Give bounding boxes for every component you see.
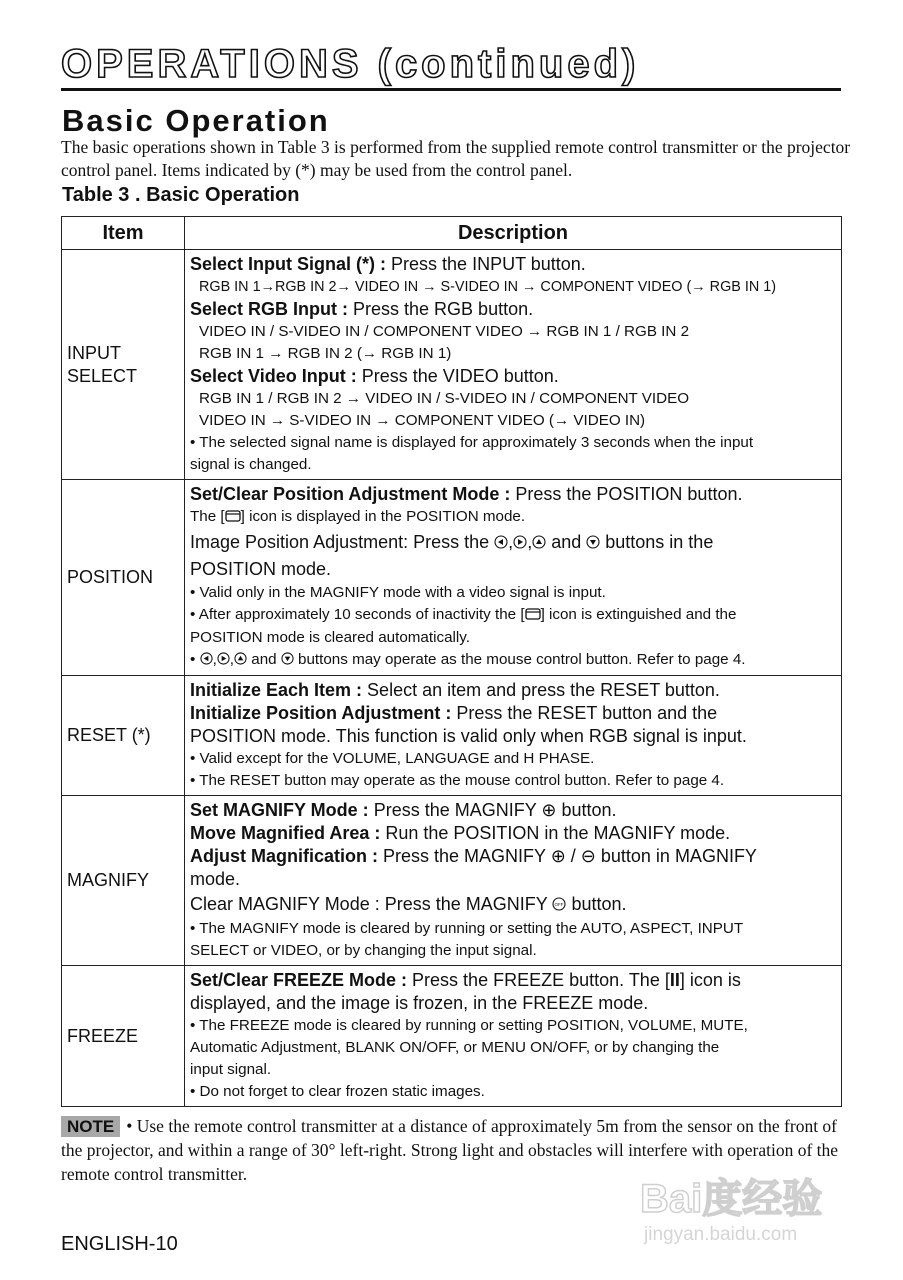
page-title: OPERATIONS (continued) <box>61 42 640 86</box>
svg-text:Bai度经验: Bai度经验 <box>640 1177 823 1221</box>
item-cell <box>62 796 185 966</box>
table-row <box>62 250 842 480</box>
note-line: • Do not forget to clear frozen static images. <box>190 1083 485 1100</box>
right-arrow-button-icon <box>217 650 230 672</box>
table-header-row <box>62 217 842 250</box>
text-fragment: Press the MAGNIFY <box>379 894 553 914</box>
item-label: POSITION <box>67 567 154 587</box>
term-text: Press the MAGNIFY ⊕ / ⊖ button in MAGNIFY <box>378 846 757 866</box>
text-fragment: Press the <box>408 532 495 552</box>
signal-sequence: VIDEO IN → S-VIDEO IN → COMPONENT VIDEO (→ VIDEO IN) <box>199 412 646 429</box>
text-fragment: buttons in the <box>600 532 714 552</box>
signal-sequence: VIDEO IN / S-VIDEO IN / COMPONENT VIDEO → RGB IN 1 / RGB IN 2 <box>199 323 690 340</box>
text-line: displayed, and the image is frozen, in the FREEZE mode. <box>190 993 649 1013</box>
text-fragment: The [ <box>190 508 225 525</box>
note-line: • Valid except for the VOLUME, LANGUAGE and H PHASE. <box>190 750 595 767</box>
position-icon <box>225 507 241 529</box>
text-line: POSITION mode. <box>190 559 332 579</box>
bold-term: Clear MAGNIFY Mode : <box>190 894 380 914</box>
svg-text:jingyan.baidu.com: jingyan.baidu.com <box>644 1224 798 1245</box>
left-arrow-button-icon <box>200 650 213 672</box>
magnify-off-button-icon <box>552 892 566 918</box>
text-fragment: buttons may operate as the mouse control button. Refer to page 4. <box>293 651 746 668</box>
note-line: • The MAGNIFY mode is cleared by running or setting the AUTO, ASPECT, INPUT <box>190 920 744 937</box>
description-cell <box>185 676 842 796</box>
text-fragment: ] icon is <box>679 970 741 990</box>
note-line: input signal. <box>190 1061 272 1078</box>
left-arrow-button-icon <box>494 530 508 556</box>
term-text: Press the VIDEO button. <box>356 366 559 386</box>
note-line: POSITION mode is cleared automatically. <box>190 629 470 646</box>
bold-term: Initialize Each Item : <box>190 680 363 700</box>
bold-term: Initialize Position Adjustment : <box>190 703 452 723</box>
text-fragment: • <box>190 651 196 668</box>
text-fragment: and <box>546 532 587 552</box>
bold-term: Adjust Magnification : <box>190 846 378 866</box>
text-fragment: ] icon is extinguished and the <box>540 606 737 623</box>
bold-term: Image Position Adjustment: <box>190 532 409 552</box>
note-line: Automatic Adjustment, BLANK ON/OFF, or MENU ON/OFF, or by changing the <box>190 1039 720 1056</box>
note-text: • Use the remote control transmitter at a distance of approximately 5m from the sensor on the front of the projector, and within a range of 30° left-right. Strong light and obstacles will interfere with operation of the remote control transmitter. <box>61 1116 839 1184</box>
signal-sequence: RGB IN 1→RGB IN 2→ VIDEO IN → S-VIDEO IN → COMPONENT VIDEO (→ RGB IN 1) <box>199 279 777 295</box>
item-label: RESET (*) <box>67 725 151 745</box>
right-arrow-button-icon <box>513 530 527 556</box>
note-line: SELECT or VIDEO, or by changing the input signal. <box>190 942 537 959</box>
table-row <box>62 480 842 676</box>
bold-term: Select Video Input : <box>190 366 357 386</box>
item-column-header: Item <box>62 217 185 250</box>
item-label: MAGNIFY <box>67 870 150 890</box>
description-cell <box>185 796 842 966</box>
text-fragment: ] icon is displayed in the POSITION mode. <box>240 508 526 525</box>
bold-term: Move Magnified Area : <box>190 823 381 843</box>
text-line: POSITION mode. This function is valid only when RGB signal is input. <box>190 726 747 746</box>
title-rule <box>61 88 841 91</box>
note-line: • The RESET button may operate as the mouse control button. Refer to page 4. <box>190 772 725 789</box>
text-fragment: button. <box>566 894 627 914</box>
item-cell <box>62 676 185 796</box>
down-arrow-button-icon <box>586 530 600 556</box>
bold-term: Select Input Signal <box>190 254 352 274</box>
signal-sequence: RGB IN 1 → RGB IN 2 (→ RGB IN 1) <box>199 345 452 362</box>
term-suffix: (*) : <box>351 254 387 274</box>
item-cell <box>62 480 185 676</box>
baidu-watermark <box>640 1168 850 1248</box>
note-line: • Valid only in the MAGNIFY mode with a video signal is input. <box>190 584 606 601</box>
signal-sequence: RGB IN 1 / RGB IN 2 → VIDEO IN / S-VIDEO IN / COMPONENT VIDEO <box>199 390 690 407</box>
page-footer: ENGLISH-10 <box>61 1233 178 1255</box>
intro-paragraph: The basic operations shown in Table 3 is performed from the supplied remote control transmitter or the projector control panel. Items indicated by (*) may be used from the control panel. <box>61 137 851 180</box>
bold-term: Select RGB Input : <box>190 299 349 319</box>
note-badge: NOTE <box>61 1116 120 1137</box>
term-text: Select an item and press the RESET button. <box>362 680 720 700</box>
note-line: • The selected signal name is displayed for approximately 3 seconds when the input <box>190 434 754 451</box>
table-row <box>62 966 842 1107</box>
table-row <box>62 676 842 796</box>
description-column-header: Description <box>185 217 842 250</box>
term-text: Press the MAGNIFY ⊕ button. <box>368 800 617 820</box>
term-text: Press the FREEZE button. The [ <box>407 970 670 990</box>
freeze-icon: II <box>669 970 680 990</box>
basic-operation-table <box>61 216 842 1107</box>
up-arrow-button-icon <box>234 650 247 672</box>
svg-text:OFF: OFF <box>554 902 564 907</box>
position-icon <box>525 605 541 627</box>
text-fragment: and <box>247 651 281 668</box>
item-cell <box>62 966 185 1107</box>
term-text: Press the INPUT button. <box>386 254 586 274</box>
text-fragment: • After approximately 10 seconds of inactivity the [ <box>190 606 525 623</box>
term-text: Press the RESET button and the <box>451 703 718 723</box>
note-line: signal is changed. <box>190 456 312 473</box>
text-line: mode. <box>190 869 241 889</box>
item-label: FREEZE <box>67 1025 139 1046</box>
table-row <box>62 796 842 966</box>
bold-term: Set/Clear FREEZE Mode : <box>190 970 408 990</box>
term-text: Press the POSITION button. <box>510 484 743 504</box>
term-text: Press the RGB button. <box>348 299 534 319</box>
bold-term: Set/Clear Position Adjustment Mode : <box>190 484 511 504</box>
term-text: Run the POSITION in the MAGNIFY mode. <box>380 823 731 843</box>
description-cell: Set/Clear Position Adjustment Mode : Press the POSITION button. The [ ] icon is displayed in the POSITION mode. Image Position Adjustment: Press the , , and buttons in the POSITION mode. • Valid only in the MAGNIFY mode with a video signal is input. • After approximately 10 seconds of inactivity the [ ] icon is extinguished and the POSITION mode is cleared automatically. • , , and buttons may operate as the mouse control button. Refer to page 4. <box>185 480 842 676</box>
description-cell <box>185 966 842 1107</box>
down-arrow-button-icon <box>281 650 294 672</box>
bold-term: Set MAGNIFY Mode : <box>190 800 369 820</box>
table-caption: Table 3 . Basic Operation <box>62 184 300 206</box>
description-cell <box>185 250 842 480</box>
item-label: INPUT SELECT <box>67 342 138 386</box>
note-line: • The FREEZE mode is cleared by running or setting POSITION, VOLUME, MUTE, <box>190 1017 748 1034</box>
up-arrow-button-icon <box>532 530 546 556</box>
item-cell <box>62 250 185 480</box>
section-heading: Basic Operation <box>62 103 330 138</box>
